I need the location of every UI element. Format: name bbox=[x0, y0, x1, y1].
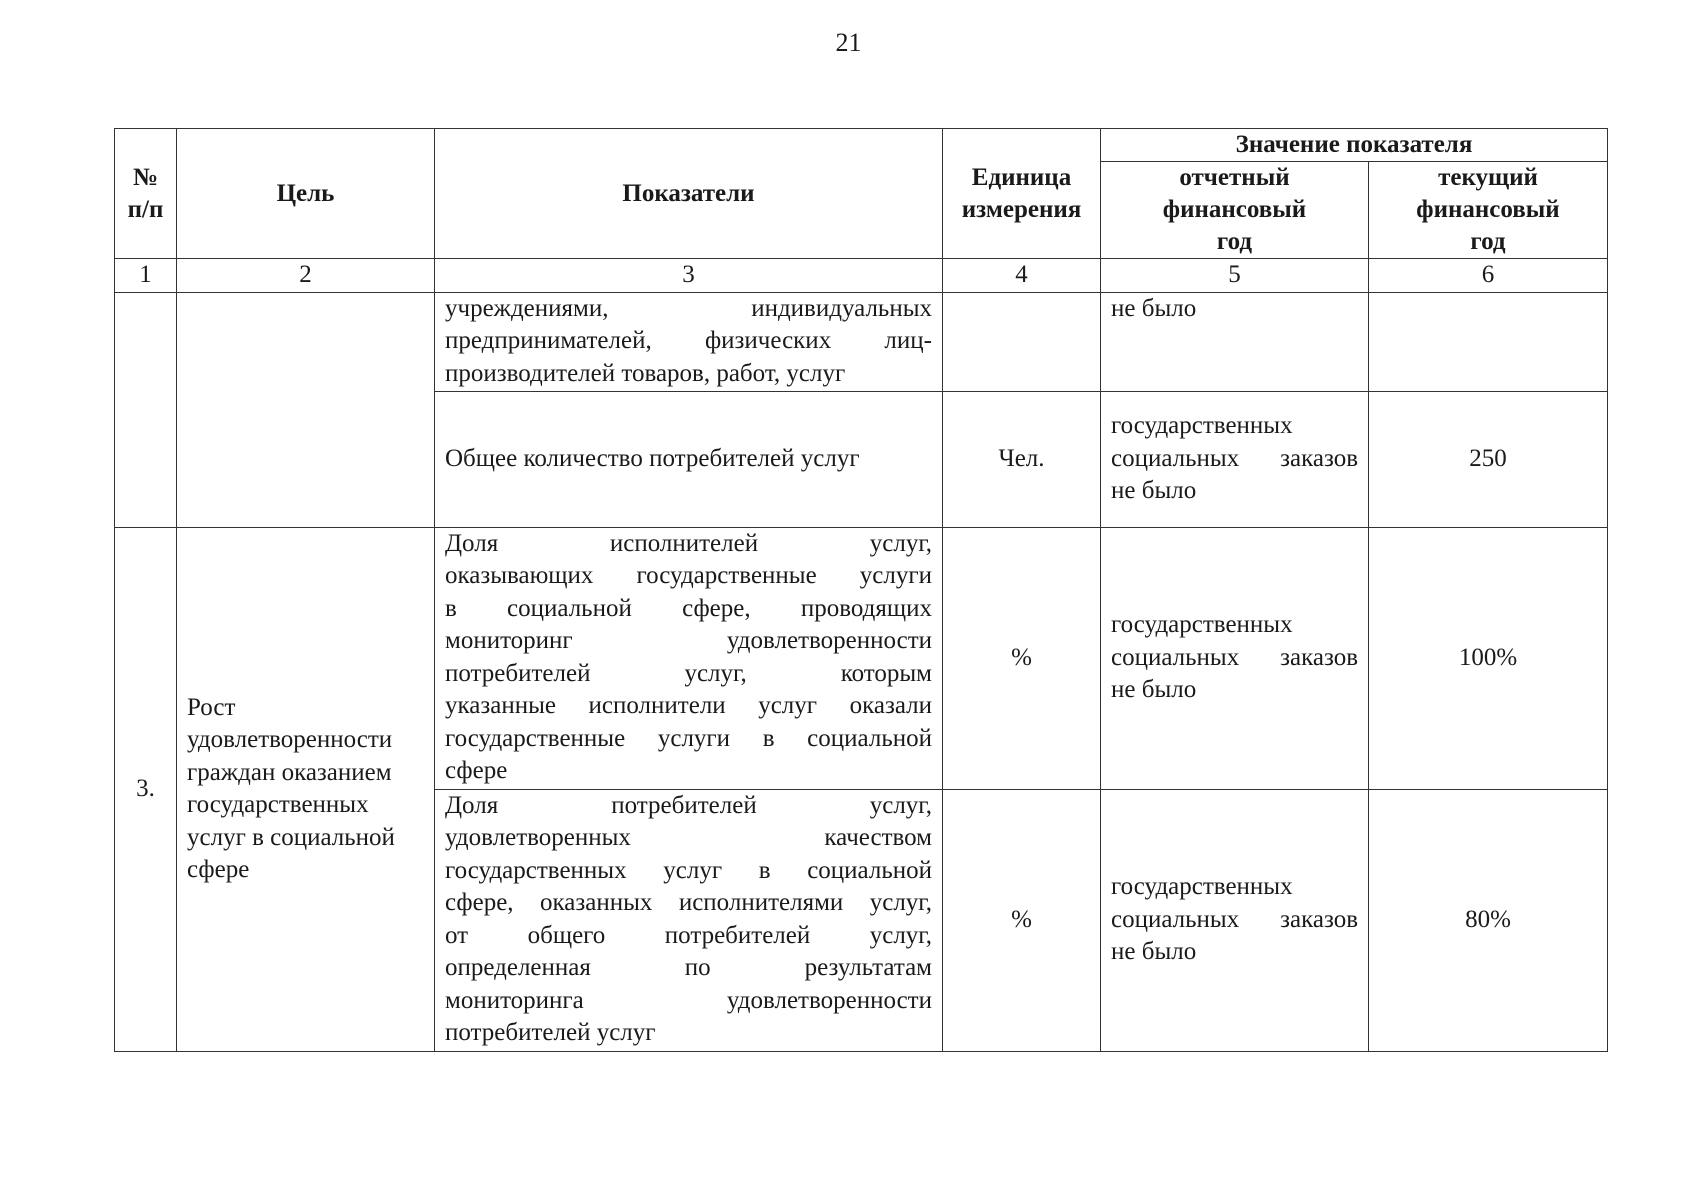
header-current-year: текущий финансовый год bbox=[1369, 162, 1608, 259]
column-number: 4 bbox=[943, 259, 1101, 293]
header-value-group: Значение показателя bbox=[1101, 129, 1608, 162]
current-value-cell: 80% bbox=[1369, 789, 1608, 1051]
unit-cell: % bbox=[943, 527, 1101, 789]
header-indicators: Показатели bbox=[435, 129, 943, 259]
header-reporting-year: отчетный финансовый год bbox=[1101, 162, 1369, 259]
header-unit: Единица измерения bbox=[943, 129, 1101, 259]
reporting-value-cell: государственных социальных заказов не было bbox=[1101, 391, 1369, 527]
row-num-cell bbox=[115, 292, 177, 527]
row-goal-cell: Рост удовлетворенности граждан оказанием государственных услуг в социальной сфере bbox=[177, 527, 435, 1051]
column-number-row bbox=[115, 259, 1608, 293]
row-goal-cell bbox=[177, 292, 435, 527]
indicators-table bbox=[114, 128, 1608, 1052]
current-value-cell bbox=[1369, 292, 1608, 391]
indicator-cell: Доля исполнителей услуг, оказывающих государственные услуги в социальной сфере, проводящих мониторинг удовлетворенности потребителей услуг, которым указанные исполнители услуг оказали государственные услуги в социальной сфере bbox=[435, 527, 943, 789]
unit-cell: % bbox=[943, 789, 1101, 1051]
reporting-value-cell: не было bbox=[1101, 292, 1369, 391]
indicator-cell: Доля потребителей услуг, удовлетворенных качеством государственных услуг в социальной сфере, оказанных исполнителями услуг, от общего потребителей услуг, определенная по результатам мониторинга удовлетворенности потребителей услуг bbox=[435, 789, 943, 1051]
reporting-value-cell: государственных социальных заказов не было bbox=[1101, 789, 1369, 1051]
unit-cell bbox=[943, 292, 1101, 391]
column-number: 3 bbox=[435, 259, 943, 293]
column-number: 2 bbox=[177, 259, 435, 293]
reporting-value-cell: государственных социальных заказов не было bbox=[1101, 527, 1369, 789]
table-row bbox=[115, 527, 1608, 789]
indicator-cell: учреждениями, индивидуальных предпринимателей, физических лиц- производителей товаров, работ, услуг bbox=[435, 292, 943, 391]
header-num: № п/п bbox=[115, 129, 177, 259]
header-goal: Цель bbox=[177, 129, 435, 259]
table-row bbox=[115, 292, 1608, 391]
unit-cell: Чел. bbox=[943, 391, 1101, 527]
current-value-cell: 100% bbox=[1369, 527, 1608, 789]
column-number: 6 bbox=[1369, 259, 1608, 293]
current-value-cell: 250 bbox=[1369, 391, 1608, 527]
row-num-cell: 3. bbox=[115, 527, 177, 1051]
column-number: 5 bbox=[1101, 259, 1369, 293]
indicator-cell: Общее количество потребителей услуг bbox=[435, 391, 943, 527]
column-number: 1 bbox=[115, 259, 177, 293]
page-number: 21 bbox=[835, 28, 862, 57]
